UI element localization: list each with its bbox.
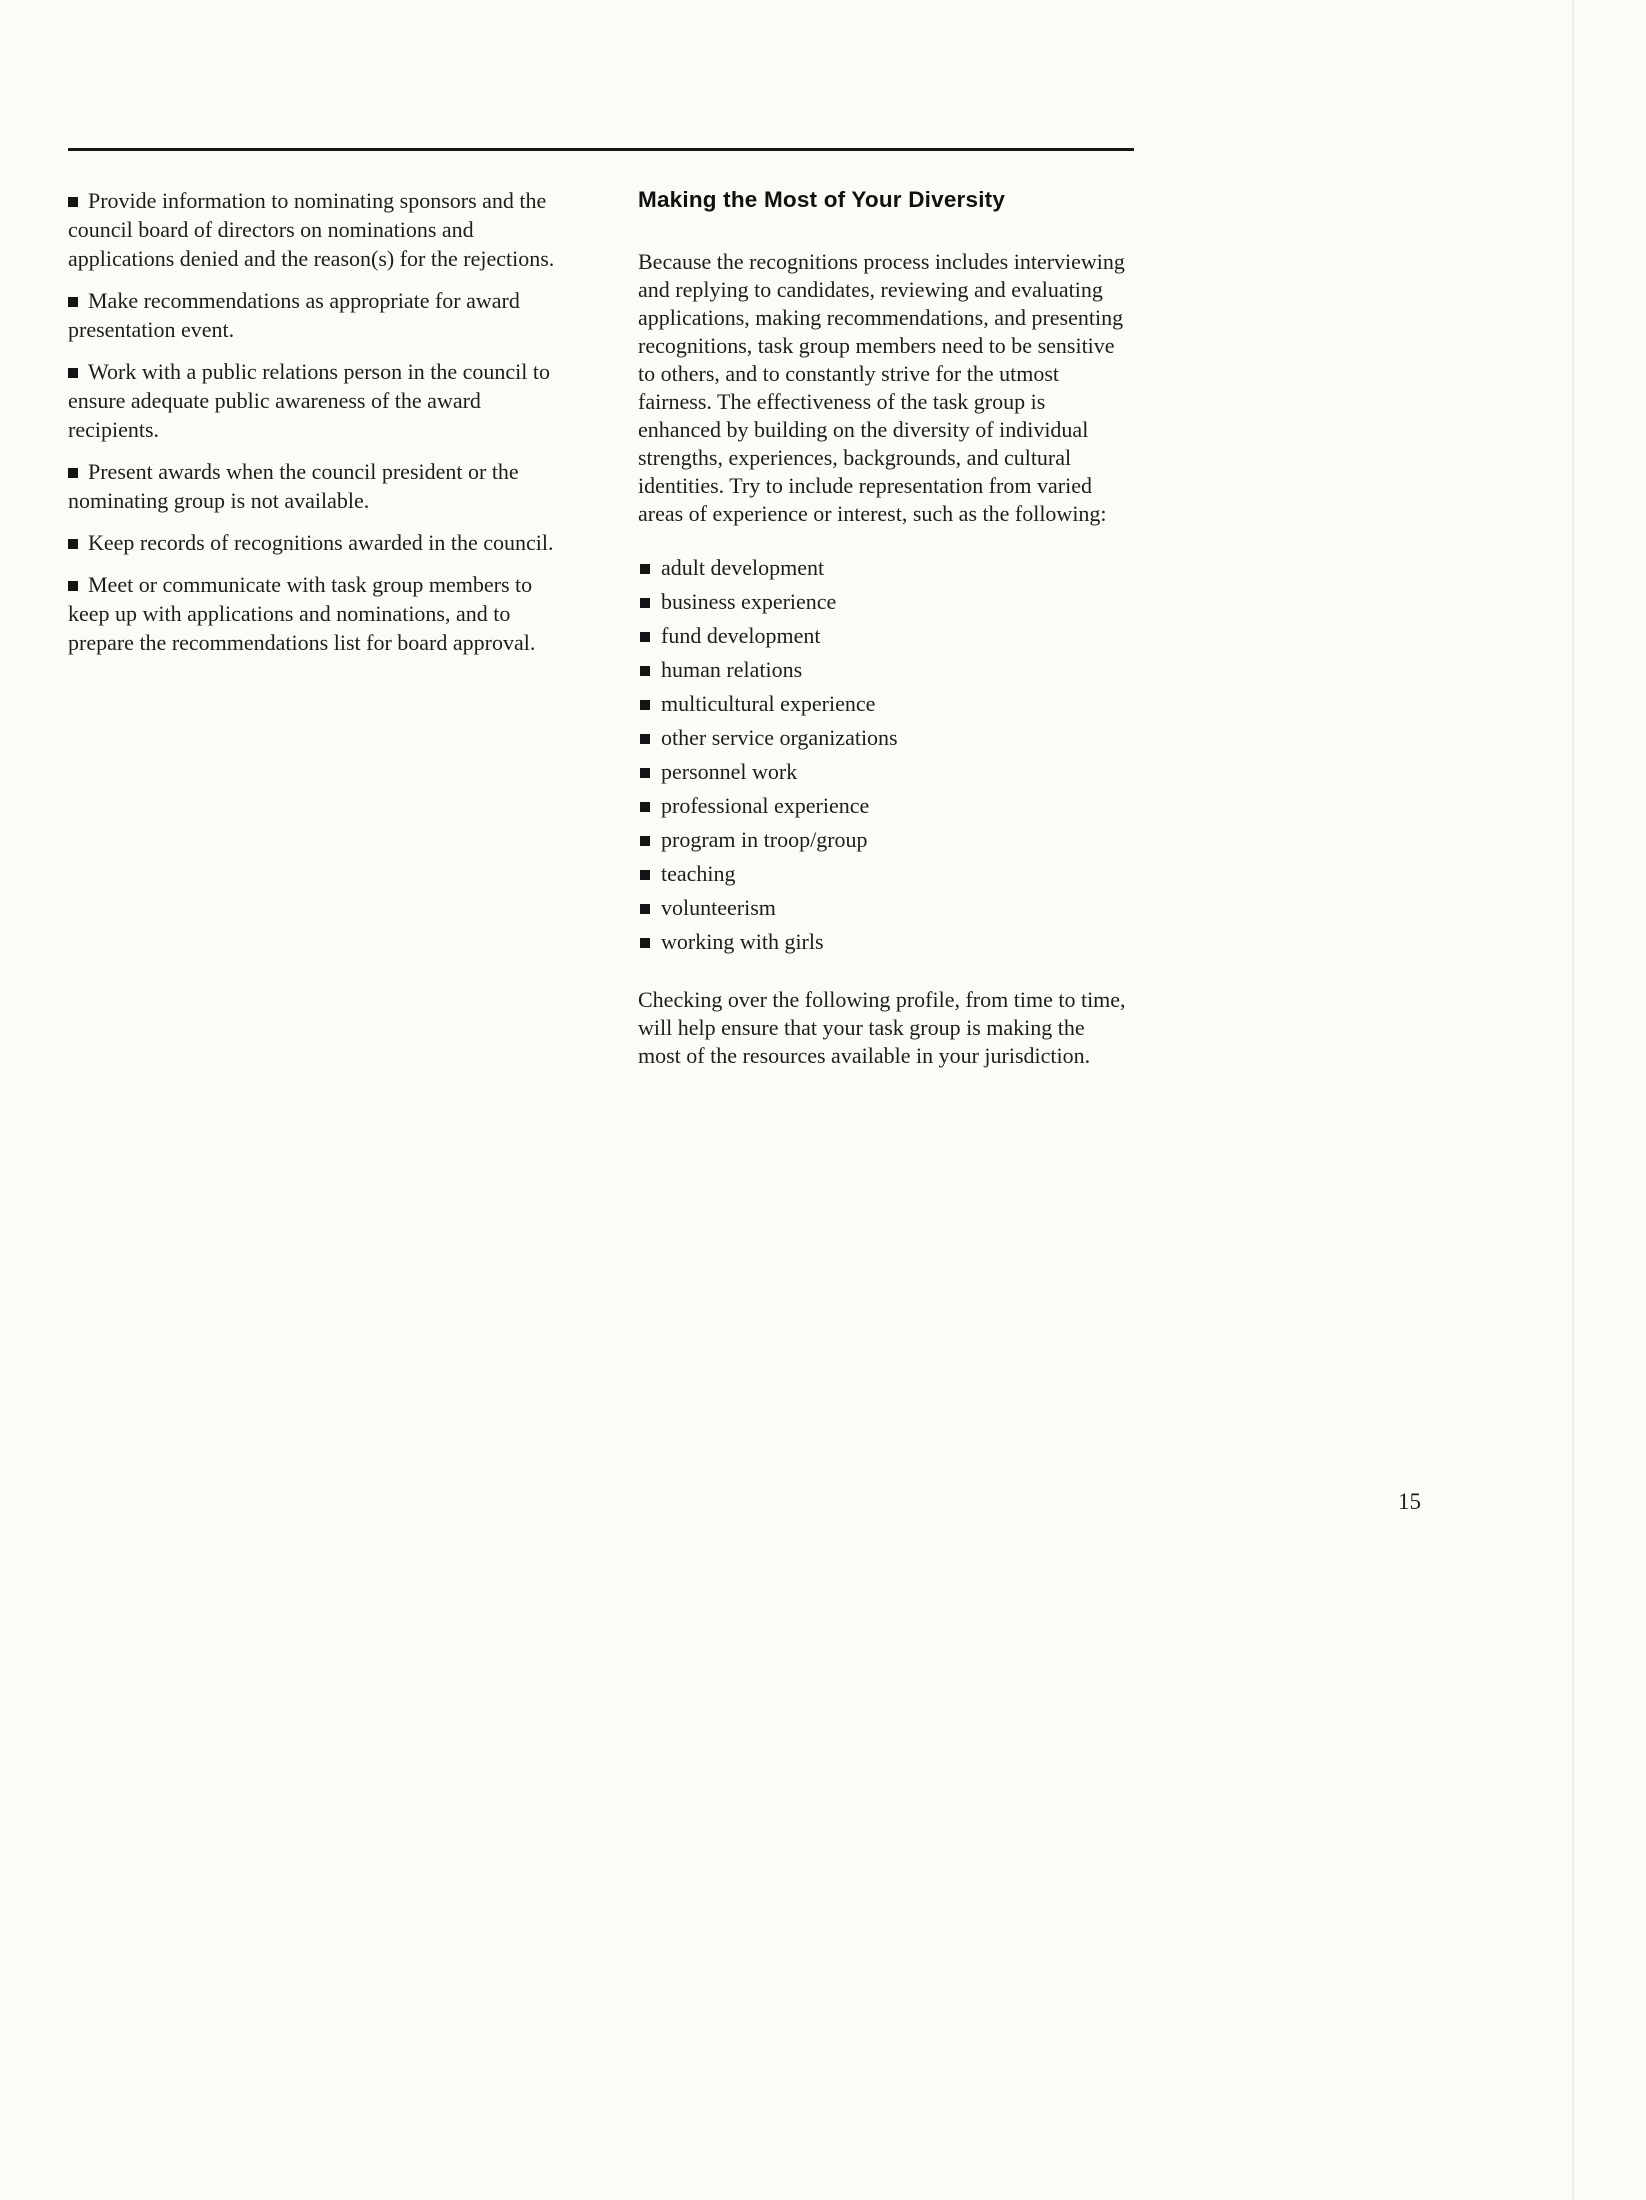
list-item — [68, 570, 570, 657]
list-item-text: business experience — [661, 589, 837, 614]
list-item — [68, 357, 570, 444]
list-item-text: Meet or communicate with task group members to keep up with applications and nominations, and to prepare the recommendations list for board approval. — [68, 572, 536, 655]
square-bullet-icon — [640, 734, 650, 744]
list-item-text: Provide information to nominating sponsors and the council board of directors on nominations and applications denied and the reason(s) for the rejections. — [68, 188, 555, 271]
list-item — [640, 656, 1132, 684]
list-item-text: volunteerism — [661, 895, 776, 920]
list-item-text: other service organizations — [661, 725, 898, 750]
list-item-text: Keep records of recognitions awarded in the council. — [88, 530, 554, 555]
list-item — [68, 528, 570, 557]
list-item — [640, 894, 1132, 922]
list-item-text: professional experience — [661, 793, 870, 818]
square-bullet-icon — [68, 468, 78, 478]
scan-edge-artifact — [1572, 0, 1574, 2200]
square-bullet-icon — [68, 197, 78, 207]
list-item-text: Present awards when the council president or the nominating group is not available. — [68, 459, 519, 513]
square-bullet-icon — [640, 904, 650, 914]
list-item-text: working with girls — [661, 929, 824, 954]
list-item — [640, 792, 1132, 820]
list-item — [68, 286, 570, 344]
list-item — [640, 588, 1132, 616]
list-item-text: multicultural experience — [661, 691, 876, 716]
list-item — [640, 758, 1132, 786]
list-item — [68, 186, 570, 273]
square-bullet-icon — [68, 297, 78, 307]
list-item-text: fund development — [661, 623, 821, 648]
square-bullet-icon — [640, 632, 650, 642]
right-column — [638, 186, 1132, 1070]
square-bullet-icon — [68, 581, 78, 591]
intro-paragraph: Because the recognitions process includes interviewing and replying to candidates, reviewing and evaluating applications, making recommendations, and presenting recognitions, task group members need to be sensitive to others, and to constantly strive for the utmost fairness. The effectiveness of the task group is enhanced by building on the diversity of individual strengths, experiences, backgrounds, and cultural identities. Try to include representation from varied areas of experience or interest, such as the following: — [638, 249, 1125, 526]
list-item — [640, 928, 1132, 956]
square-bullet-icon — [640, 802, 650, 812]
square-bullet-icon — [640, 666, 650, 676]
list-item-text: Make recommendations as appropriate for award presentation event. — [68, 288, 520, 342]
square-bullet-icon — [640, 598, 650, 608]
list-item-text: adult development — [661, 555, 825, 580]
list-item-text: program in troop/group — [661, 827, 868, 852]
diversity-list — [640, 554, 1132, 956]
square-bullet-icon — [640, 870, 650, 880]
list-item-text: teaching — [661, 861, 736, 886]
list-item — [68, 457, 570, 515]
list-item — [640, 554, 1132, 582]
square-bullet-icon — [640, 700, 650, 710]
page-number: 15 — [1398, 1489, 1421, 1514]
list-item-text: personnel work — [661, 759, 798, 784]
list-item — [640, 690, 1132, 718]
square-bullet-icon — [68, 368, 78, 378]
square-bullet-icon — [68, 539, 78, 549]
square-bullet-icon — [640, 768, 650, 778]
list-item — [640, 622, 1132, 650]
list-item — [640, 826, 1132, 854]
list-item-text: Work with a public relations person in the council to ensure adequate public awareness of the award recipients. — [68, 359, 550, 442]
square-bullet-icon — [640, 836, 650, 846]
left-column — [68, 186, 570, 670]
square-bullet-icon — [640, 564, 650, 574]
square-bullet-icon — [640, 938, 650, 948]
closing-paragraph: Checking over the following profile, from time to time, will help ensure that your task group is making the most of the resources available in your jurisdiction. — [638, 987, 1126, 1068]
list-item — [640, 724, 1132, 752]
section-heading: Making the Most of Your Diversity — [638, 187, 1006, 212]
list-item — [640, 860, 1132, 888]
list-item-text: human relations — [661, 657, 803, 682]
top-rule — [68, 148, 1134, 151]
